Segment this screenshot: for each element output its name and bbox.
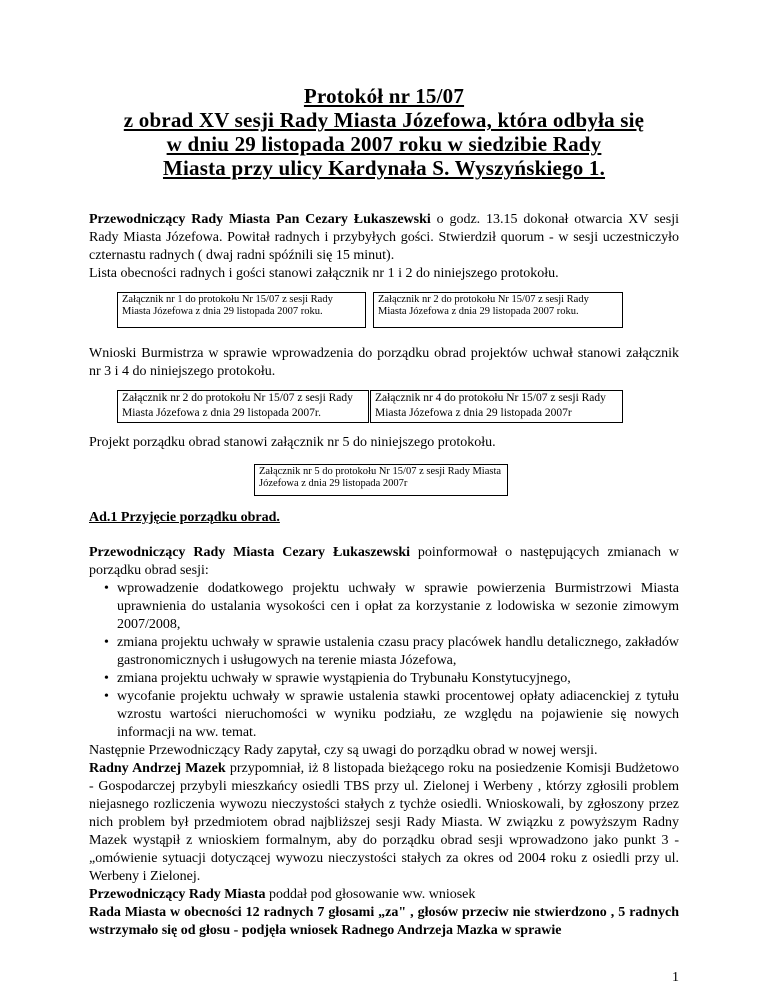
motions-paragraph: Wnioski Burmistrza w sprawie wprowadzenia do porządku obrad projektów uchwał stanowi załącznik nr 3 i 4 do niniejszego protokołu. (89, 346, 679, 379)
bullet-icon: • (104, 671, 109, 686)
list-item-text: zmiana projektu uchwały w sprawie wystąpienia do Trybunału Konstytucyjnego, (117, 671, 571, 686)
chairman-label: Przewodniczący Rady Miasta (89, 887, 266, 902)
title-line: Protokół nr 15/07 (303, 84, 465, 108)
chairman-name: Przewodniczący Rady Miasta Pan Cezary Łukaszewski (89, 212, 431, 227)
list-item (89, 634, 679, 670)
list-item (89, 670, 679, 688)
bullet-icon: • (104, 635, 109, 650)
changes-list (89, 580, 679, 742)
bullet-icon: • (104, 581, 109, 596)
attachment-box-2: Załącznik nr 2 do protokołu Nr 15/07 z sesji Rady Miasta Józefowa z dnia 29 listopada 2007 roku. (373, 292, 623, 328)
agenda-changes-paragraph (89, 544, 679, 940)
attachment-box-5: Załącznik nr 5 do protokołu Nr 15/07 z sesji Rady Miasta Józefowa z dnia 29 listopada 2007r (254, 464, 508, 496)
opening-paragraph (89, 211, 679, 265)
mazek-paragraph (89, 760, 679, 886)
title-line: w dniu 29 listopada 2007 roku w siedzibie Rady (166, 132, 602, 156)
agenda-paragraph: Projekt porządku obrad stanowi załącznik nr 5 do niniejszego protokołu. (89, 435, 496, 450)
list-item-text: wprowadzenie dodatkowego projektu uchwały w sprawie powierzenia Burmistrzowi Miasta uprawnienia do ustalania wysokości cen i opłat za korzystanie z lodowiska w sezonie zimowym 2007/2008, (117, 581, 679, 632)
opening-text: o godz. 13.15 dokonał otwarcia XV sesji Rady Miasta Józefowa. Powitał radnych i przybyłych gości. Stwierdził quorum - w sesji uczestniczyło czternastu radnych ( dwaj radni spóźnili się 15 minut). (89, 212, 679, 263)
list-item (89, 688, 679, 742)
list-item (89, 580, 679, 634)
page-number: 1 (672, 970, 679, 985)
councillor-name: Radny Andrzej Mazek (89, 761, 226, 776)
vote-intro-text: poddał pod głosowanie ww. wniosek (265, 887, 476, 902)
chairman-name: Przewodniczący Rady Miasta Cezary Łukaszewski (89, 545, 410, 560)
question-line: Następnie Przewodniczący Rady zapytał, czy są uwagi do porządku obrad w nowej wersji. (89, 743, 598, 758)
vote-result: Rada Miasta w obecności 12 radnych 7 głosami „za" , głosów przeciw nie stwierdzono , 5 radnych wstrzymało się od głosu - podjęła wniosek Radnego Andrzeja Mazka w sprawie (89, 905, 679, 938)
document-title (90, 84, 678, 180)
attachment-box-3: Załącznik nr 2 do protokołu Nr 15/07 z sesji Rady Miasta Józefowa z dnia 29 listopada 2007r. (117, 390, 369, 423)
list-item-text: zmiana projektu uchwały w sprawie ustalenia czasu pracy placówek handlu detalicznego, zakładów gastronomicznych i usługowych na terenie miasta Józefowa, (117, 635, 679, 668)
vote-intro (89, 886, 679, 904)
attendance-note: Lista obecności radnych i gości stanowi załącznik nr 1 i 2 do niniejszego protokołu. (89, 266, 559, 281)
title-line: z obrad XV sesji Rady Miasta Józefowa, która odbyła się (123, 108, 645, 132)
title-line: Miasta przy ulicy Kardynała S. Wyszyńskiego 1. (162, 156, 606, 180)
attachment-box-1: Załącznik nr 1 do protokołu Nr 15/07 z sesji Rady Miasta Józefowa z dnia 29 listopada 2007 roku. (117, 292, 366, 328)
attachment-box-4: Załącznik nr 4 do protokołu Nr 15/07 z sesji Rady Miasta Józefowa z dnia 29 listopada 2007r (370, 390, 623, 423)
bullet-icon: • (104, 689, 109, 704)
list-item-text: wycofanie projektu uchwały w sprawie ustalenia stawki procentowej opłaty adiacenckiej z tytułu wzrostu wartości nieruchomości w wyniku podziału, ze względu na pojawienie się nowych informacji na ww. temat. (117, 689, 679, 740)
section-heading: Ad.1 Przyjęcie porządku obrad. (89, 510, 280, 525)
mazek-text: przypomniał, iż 8 listopada bieżącego roku na posiedzenie Komisji Budżetowo - Gospodarczej przybyli mieszkańcy osiedli TBS przy ul. Zielonej i Werbeny , którzy zgłosili problem niejasnego rozliczenia wywozu nieczystości stałych z tychże osiedli. Wnioskowali, by zgłoszony przez nich problem był przedmiotem obrad najbliższej sesji Rady Miasta. W związku z powyższym Radny Mazek wystąpił z wnioskiem formalnym, aby do porządku obrad sesji wprowadzono jako punkt 3 - „omówienie sytuacji dotyczącej wywozu nieczystości stałych za okres od 2004 roku z osiedli przy ul. Werbeny i Zielonej. (89, 761, 679, 884)
agenda-changes-text: poinformował o następujących zmianach w porządku obrad sesji: (89, 545, 679, 578)
